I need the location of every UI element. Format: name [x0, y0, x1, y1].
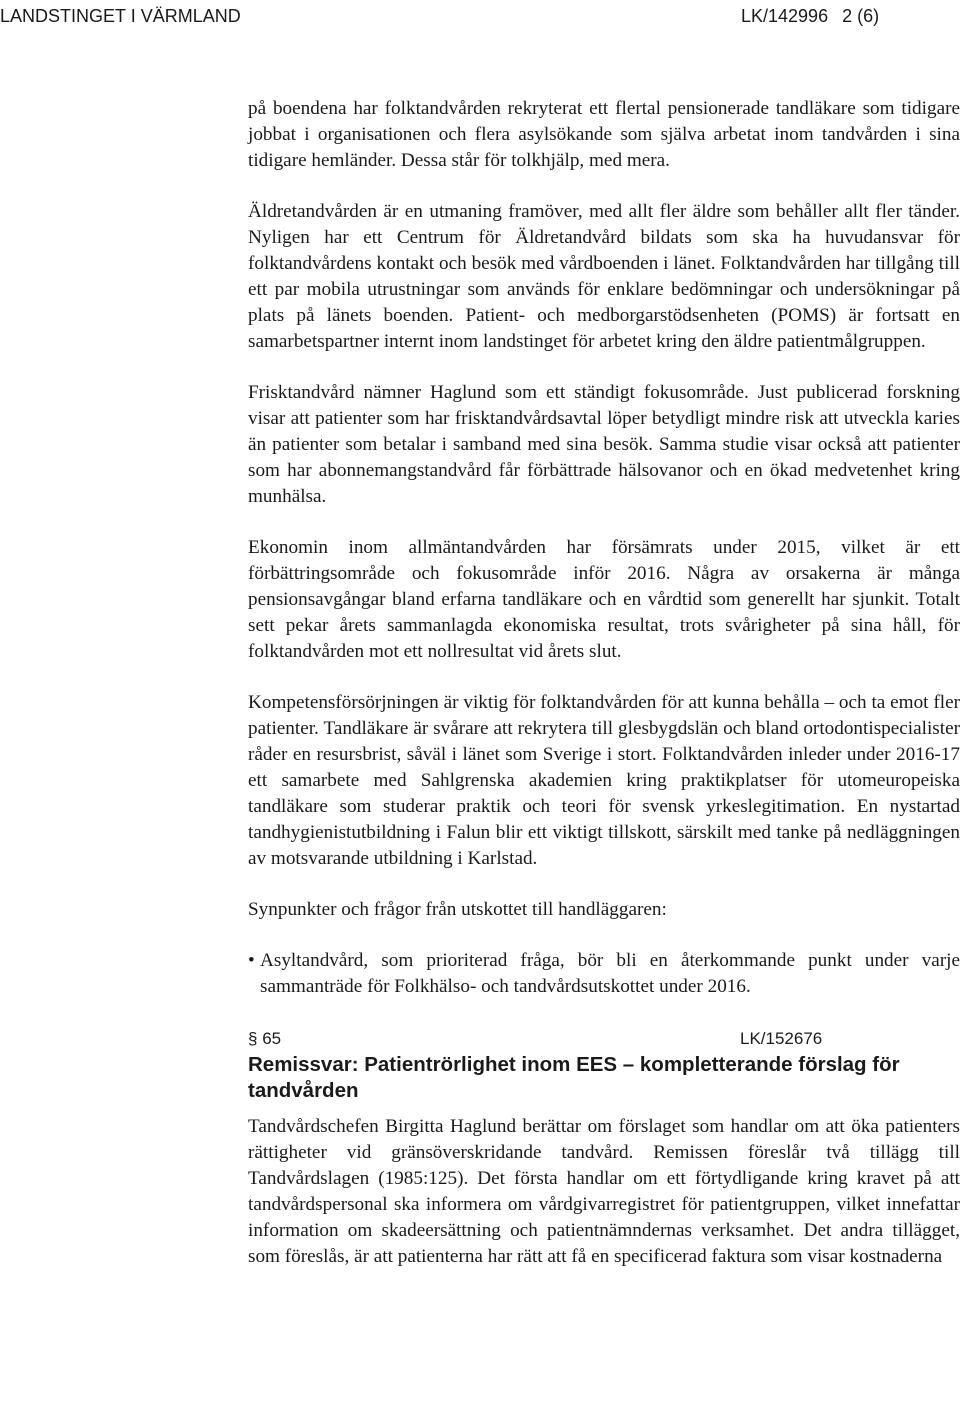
document-number: LK/142996 [741, 6, 829, 26]
section-heading: Remissvar: Patientrörlighet inom EES – kompletterande förslag för tandvården [248, 1053, 900, 1102]
organization-name: LANDSTINGET I VÄRMLAND [0, 6, 241, 26]
document-body [248, 96, 960, 1270]
paragraph-synpunkter: Synpunkter och frågor från utskottet till handläggaren: [248, 899, 667, 920]
paragraph-aldretandvard: Äldretandvården är en utmaning framöver, med allt fler äldre som behåller allt fler tänder. Nyligen har ett Centrum för Äldretandvård bildats som ska ha huvudansvar för folktandvårdens kontakt och besök med vårdboenden i länet. Folktandvården har tillgång till ett par mobila utrustningar som används för enklare bedömningar och undersökningar på plats på länets boenden. Patient- och medborgarstödsenheten (POMS) är fortsatt en samarbetspartner internt inom landstinget för arbetet kring den äldre patientmålgruppen. [248, 201, 960, 352]
document-reference [741, 4, 879, 28]
page-number: 2 (6) [842, 6, 880, 26]
section-body: Tandvårdschefen Birgitta Haglund berättar om förslaget som handlar om att öka patienters rättigheter vid gränsöverskridande tandvård. Remissen föreslår två tillägg till Tandvårdslagen (1985:125). Det första handlar om ett förtydligande kring kravet på att tandvårdspersonal ska informera om vårdgivarregistret för patientgruppen, vilket innefattar information om skadeersättning och patientnämndernas verksamhet. Det andra tillägget, som föreslås, är att patienterna har rätt att få en specificerad faktura som visar kostnaderna [248, 1116, 960, 1267]
paragraph-boende: på boendena har folktandvården rekryterat ett flertal pensionerade tandläkare som tidigare jobbat i organisationen och flera asylsökande som själva arbetat inom tandvården i sina tidigare hemländer. Dessa står för tolkhjälp, med mera. [248, 98, 960, 171]
section-number [248, 1026, 281, 1052]
section-number-value: 65 [262, 1029, 282, 1048]
paragraph-frisktandvard: Frisktandvård nämner Haglund som ett ständigt fokusområde. Just publicerad forskning visar att patienter som har frisktandvårdsavtal löper betydligt mindre risk att utveckla karies än patienter som betalar i samband med sina besök. Samma studie visar också att patienter som har abonnemangstandvård får förbättrade hälsovanor och en ökad medvetenhet kring munhälsa. [248, 382, 960, 507]
bullet-text: Asyltandvård, som prioriterad fråga, bör bli en återkommande punkt under varje sammanträde för Folkhälso- och tandvårdsutskottet under 2016. [260, 950, 960, 997]
paragraph-kompetens: Kompetensförsörjningen är viktig för folktandvården för att kunna behålla – och ta emot fler patienter. Tandläkare är svårare att rekrytera till glesbygdslän och bland ortodontispecialister råder en resursbrist, såväl i länet som Sverige i stort. Folktandvården inleder under 2016-17 ett samarbete med Sahlgrenska akademien kring praktikplatser för utomeuropeiska tandläkare som studerar praktik och teori för svensk yrkeslegitimation. En nystartad tandhygienistutbildning i Falun blir ett viktigt tillskott, särskilt med tanke på nedläggningen av motsvarande utbildning i Karlstad. [248, 692, 960, 869]
paragraph-ekonomi: Ekonomin inom allmäntandvården har försämrats under 2015, vilket är ett förbättringsområde och fokusområde inför 2016. Några av orsakerna är många pensionsavgångar bland erfarna tandläkare och en vårdtid som generellt har sjunkit. Totalt sett pekar årets sammanlagda ekonomiska resultat, trots svårigheter på sina håll, för folktandvården mot ett nollresultat vid årets slut. [248, 537, 960, 662]
section-reference: LK/152676 [740, 1029, 823, 1048]
section-meta [248, 1026, 960, 1052]
page-header [0, 4, 960, 28]
bullet-icon: • [248, 950, 255, 971]
paragraph-symbol: § [248, 1029, 258, 1048]
list-item [248, 948, 960, 1000]
